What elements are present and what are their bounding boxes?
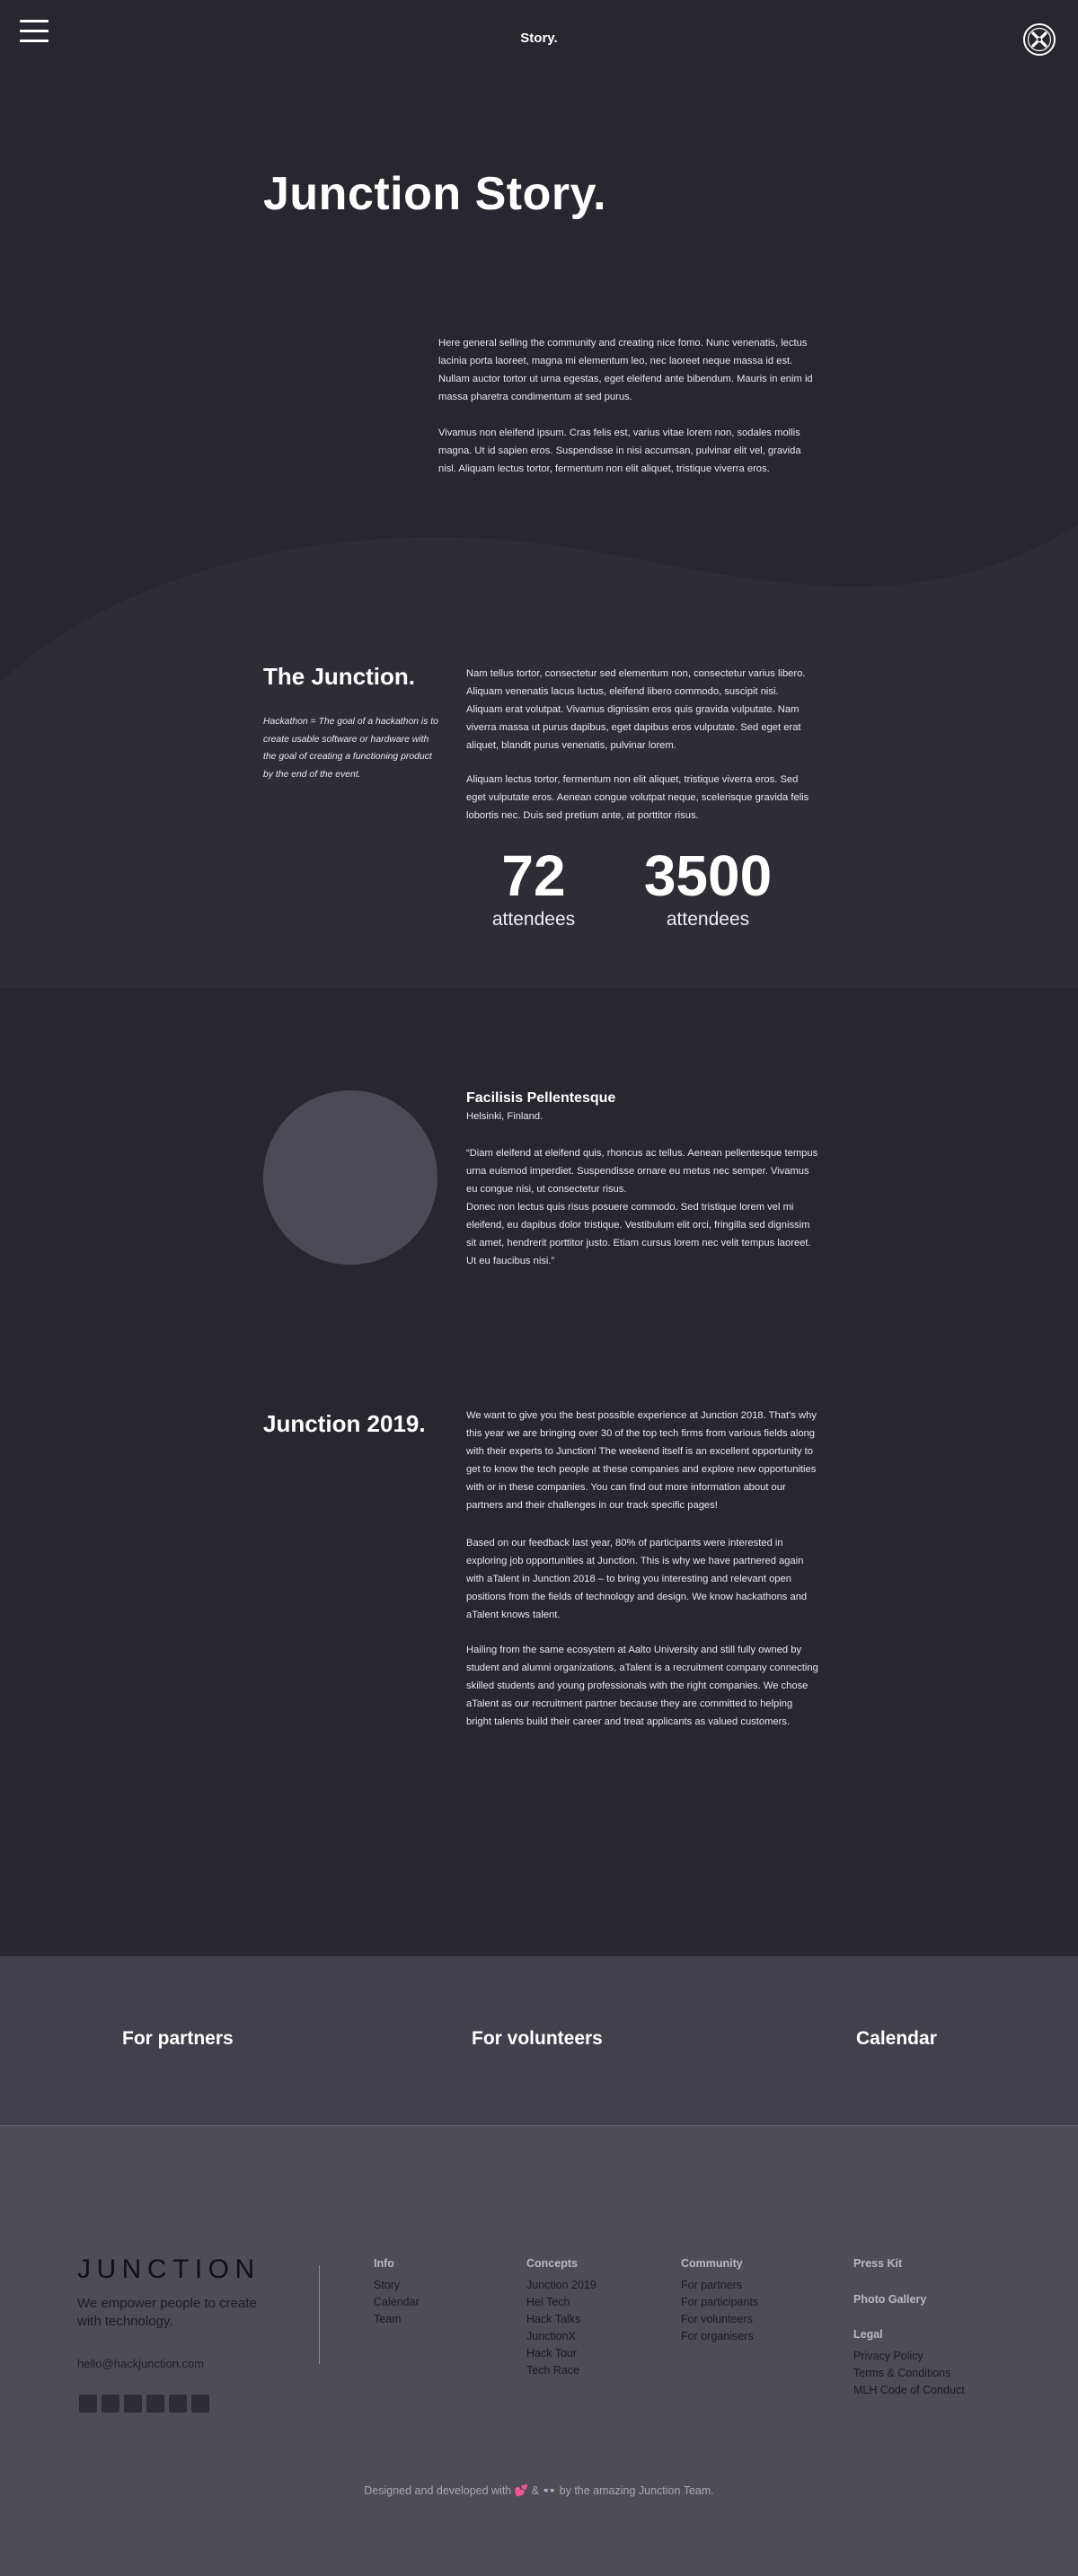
footer-link-story[interactable]: Story bbox=[374, 2279, 401, 2291]
footer-tagline: We empower people to create with technology. bbox=[77, 2296, 257, 2329]
social-icon[interactable] bbox=[79, 2395, 97, 2413]
testimonial-name: Facilisis Pellentesque bbox=[466, 1090, 616, 1106]
footer-link-hack-tour[interactable]: Hack Tour bbox=[526, 2347, 578, 2360]
testimonial-location: Helsinki, Finland. bbox=[466, 1111, 543, 1122]
social-icon[interactable] bbox=[124, 2395, 142, 2413]
footer-link-calendar[interactable]: Calendar bbox=[374, 2296, 420, 2308]
section-title-junction-2019: Junction 2019. bbox=[263, 1410, 426, 1437]
credits-text: & bbox=[528, 2484, 543, 2497]
press-kit-link[interactable]: Press Kit bbox=[853, 2257, 903, 2270]
footer-link-team[interactable]: Team bbox=[374, 2313, 402, 2325]
footer-list-info bbox=[374, 2277, 420, 2328]
social-icon[interactable] bbox=[102, 2395, 119, 2413]
footer-divider bbox=[319, 2265, 320, 2364]
junction-badge-icon[interactable] bbox=[1022, 22, 1056, 57]
stat-value: 72 bbox=[501, 843, 566, 908]
hackathon-definition: Hackathon = The goal of a hackathon is to create usable software or hardware with the goal of creating a functioning product by the end of the event. bbox=[263, 717, 438, 780]
footer-heading-legal: Legal bbox=[853, 2328, 883, 2341]
mlh-code-of-conduct-link[interactable]: MLH Code of Conduct bbox=[853, 2384, 965, 2396]
footer-heading-concepts: Concepts bbox=[526, 2257, 578, 2270]
page-title: Junction Story. bbox=[263, 168, 607, 220]
footer-link-tech-race[interactable]: Tech Race bbox=[526, 2364, 580, 2377]
for-volunteers-link[interactable]: For volunteers bbox=[472, 2028, 603, 2049]
footer-list-legal bbox=[853, 2348, 965, 2399]
social-icon[interactable] bbox=[169, 2395, 187, 2413]
heart-icon: 💕 bbox=[514, 2484, 529, 2497]
for-partners-link[interactable]: For partners bbox=[122, 2028, 234, 2049]
page-nav-title: Story. bbox=[520, 31, 558, 46]
footer-link-junctionx[interactable]: JunctionX bbox=[526, 2330, 576, 2342]
calendar-link[interactable]: Calendar bbox=[856, 2028, 937, 2049]
intro-paragraph: Vivamus non eleifend ipsum. Cras felis est, varius vitae lorem non, sodales mollis magna. Ut id sapien eros. Suspendisse in nisi accumsan, pulvinar elit vel, gravida nisl. Aliquam lectus tortor, fermentum non elit aliquet, tristique viverra eros. bbox=[438, 428, 801, 474]
testimonial-quote bbox=[466, 1144, 818, 1270]
footer-link-for-organisers[interactable]: For organisers bbox=[681, 2330, 754, 2342]
privacy-policy-link[interactable]: Privacy Policy bbox=[853, 2350, 923, 2362]
glasses-icon: 👓 bbox=[542, 2484, 557, 2497]
junction-paragraph: Aliquam lectus tortor, fermentum non elit aliquet, tristique viverra eros. Sed eget vulputate eros. Aenean congue volutpat neque, scelerisque gravida felis lobortis nec. Duis sed pretium ante, at porttitor risus. bbox=[466, 774, 809, 821]
testimonial-quote-part: “Diam eleifend at eleifend quis, rhoncus ac tellus. Aenean pellentesque tempus urna euismod imperdiet. Suspendisse ornare eu metus nec semper. Vivamus eu congue nisi, ut consectetur risus. bbox=[466, 1148, 818, 1195]
footer-link-hel-tech[interactable]: Hel Tech bbox=[526, 2296, 570, 2308]
footer-list-concepts bbox=[526, 2277, 596, 2379]
junction-2019-paragraph: We want to give you the best possible experience at Junction 2018. That’s why this year we are bringing over 30 of the top tech firms from various fields along with their experts to Junction! The weekend itself is an excellent opportunity to get to know the tech people at these companies and explore new opportunities with or in these companies. You can find out more information about our partners and their challenges in our track specific pages! bbox=[466, 1410, 817, 1511]
footer-credits bbox=[0, 2484, 1078, 2498]
social-icon[interactable] bbox=[191, 2395, 209, 2413]
footer-link-junction-2019[interactable]: Junction 2019 bbox=[526, 2279, 596, 2291]
stat-label: attendees bbox=[666, 909, 750, 930]
credits-text: by the amazing Junction Team. bbox=[556, 2484, 714, 2497]
credits-text: Designed and developed with bbox=[364, 2484, 515, 2497]
hamburger-icon bbox=[20, 20, 49, 22]
junction-paragraph: Nam tellus tortor, consectetur sed elementum non, consectetur varius libero. Aliquam venenatis lacus luctus, eleifend libero commodo, suscipit nisi. Aliquam erat volutpat. Vivamus dignissim eros quis gravida vulputate. Nam viverra massa ut purus dapibus, eget dapibus eros vulputate. Sed eget erat aliquet, blandit purus venenatis, pulvinar lorem. bbox=[466, 668, 806, 751]
intro-paragraph: Here general selling the community and creating nice fomo. Nunc venenatis, lectus lacinia porta laoreet, magna mi elementum leo, nec laoreet neque massa id est. Nullam auctor tortor ut urna egestas, eget eleifend ante bibendum. Mauris in enim id massa pharetra condimentum at sed purus. bbox=[438, 338, 813, 402]
stat-value: 3500 bbox=[643, 843, 773, 908]
footer-link-hack-talks[interactable]: Hack Talks bbox=[526, 2313, 581, 2325]
stat-label: attendees bbox=[491, 909, 576, 930]
footer-heading-info: Info bbox=[374, 2257, 394, 2270]
contact-email-link[interactable]: hello@hackjunction.com bbox=[77, 2357, 205, 2370]
photo-gallery-link[interactable]: Photo Gallery bbox=[853, 2293, 927, 2306]
junction-2019-paragraph: Hailing from the same ecosystem at Aalto University and still fully owned by student and alumni organizations, aTalent is a recruitment company connecting skilled students and young professionals with the right companies. We chose aTalent as our recruitment partner because they are committed to helping bright talents build their career and treat applicants as valued customers. bbox=[466, 1645, 818, 1727]
social-icon[interactable] bbox=[146, 2395, 164, 2413]
avatar bbox=[263, 1090, 437, 1265]
junction-wordmark: JUNCTION bbox=[77, 2254, 261, 2284]
footer-link-for-partners[interactable]: For partners bbox=[681, 2279, 743, 2291]
footer-list-community bbox=[681, 2277, 758, 2345]
terms-link[interactable]: Terms & Conditions bbox=[853, 2367, 951, 2379]
testimonial-quote-part: Donec non lectus quis risus posuere commodo. Sed tristique lorem vel mi eleifend, eu dapibus dolor tristique. Vestibulum elit orci, fringilla sed dignissim sit amet, hendrerit porttitor justo. Etiam cursus lorem nec velit tempus laoreet. Ut eu faucibus nisi.” bbox=[466, 1202, 811, 1266]
junction-2019-paragraph: Based on our feedback last year, 80% of participants were interested in exploring job opportunities at Junction. This is why we have partnered again with aTalent in Junction 2018 – to bring you interesting and relevant open positions from the fields of technology and design. We know hackathons and aTalent knows talent. bbox=[466, 1538, 808, 1620]
footer-link-for-participants[interactable]: For participants bbox=[681, 2296, 759, 2308]
footer-link-for-volunteers[interactable]: For volunteers bbox=[681, 2313, 753, 2325]
footer-heading-community: Community bbox=[681, 2257, 743, 2270]
section-title-junction: The Junction. bbox=[263, 663, 415, 690]
